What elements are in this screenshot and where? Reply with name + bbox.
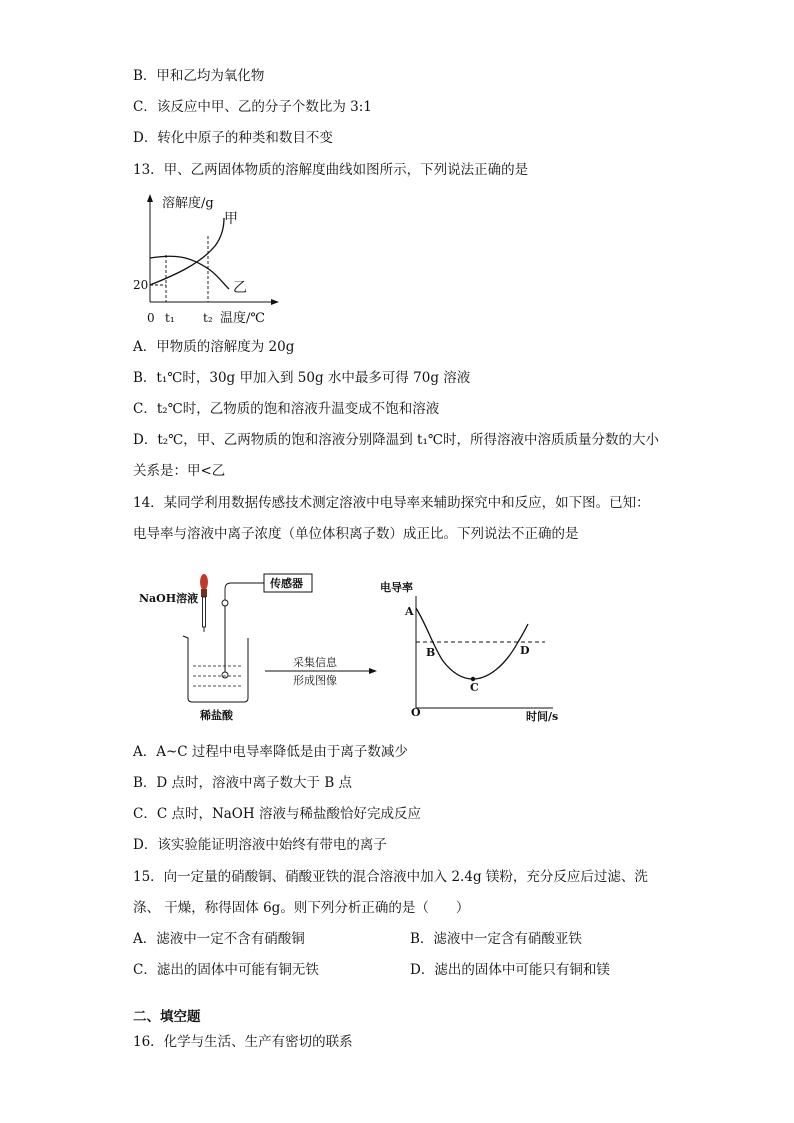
point-c-label: C xyxy=(470,681,479,694)
arrow-right-icon xyxy=(369,668,377,674)
sensor-label: 传感器 xyxy=(270,577,303,590)
y-axis-arrow-icon xyxy=(147,194,153,202)
q13-option-d-line2: 关系是：甲<乙 xyxy=(133,463,226,479)
naoh-label: NaOH溶液 xyxy=(139,592,199,605)
q12-option-c: C．该反应中甲、乙的分子个数比为 3:1 xyxy=(133,99,372,115)
curve-yi xyxy=(150,256,229,289)
q13-option-b: B．t₁℃时，30g 甲加入到 50g 水中最多可得 70g 溶液 xyxy=(133,370,471,386)
curve-label-jia: 甲 xyxy=(224,211,238,227)
q14-option-d: D．该实验能证明溶液中始终有带电的离子 xyxy=(133,837,387,853)
q15-stem-line1: 15．向一定量的硝酸铜、硝酸亚铁的混合溶液中加入 2.4g 镁粉，充分反应后过滤、洗 xyxy=(133,869,648,885)
y-axis-label: 溶解度/g xyxy=(162,196,214,211)
q13-stem: 13．甲、乙两固体物质的溶解度曲线如图所示，下列说法正确的是 xyxy=(133,162,529,178)
conductivity-curve xyxy=(416,608,528,679)
collect-label-1: 采集信息 xyxy=(293,656,337,669)
q14-option-c: C．C 点时，NaOH 溶液与稀盐酸恰好完成反应 xyxy=(133,806,421,822)
conductivity-axis-label: 电导率 xyxy=(380,581,413,594)
collect-label-2: 形成图像 xyxy=(293,674,337,687)
tick-label-20: 20 xyxy=(133,278,149,292)
q12-option-b: B．甲和乙均为氧化物 xyxy=(133,68,265,84)
q15-stem-line2: 涤、 干燥，称得固体 6g。则下列分析正确的是（ ） xyxy=(133,900,470,916)
q15-option-a: A．滤液中一定不含有硝酸铜 xyxy=(133,931,305,947)
q15-option-b: B．滤液中一定含有硝酸亚铁 xyxy=(410,931,582,947)
q13-option-c: C．t₂℃时，乙物质的饱和溶液升温变成不饱和溶液 xyxy=(133,401,440,417)
x-axis-label: 温度/℃ xyxy=(220,311,265,326)
section-title: 二、填空题 xyxy=(133,1009,201,1025)
point-d-label: D xyxy=(520,644,530,657)
q12-option-d: D．转化中原子的种类和数目不变 xyxy=(133,130,333,146)
q15-option-c: C．滤出的固体中可能有铜无铁 xyxy=(133,962,319,978)
beaker-icon xyxy=(183,636,248,702)
origin-label: 0 xyxy=(147,311,155,325)
solubility-curve-figure xyxy=(125,188,285,330)
hcl-label: 稀盐酸 xyxy=(200,709,233,722)
q13-option-a: A．甲物质的溶解度为 20g xyxy=(133,339,295,355)
q14-stem-line1: 14．某同学利用数据传感技术测定溶液中电导率来辅助探究中和反应，如下图。已知： xyxy=(133,495,650,511)
q14-option-a: A．A~C 过程中电导率降低是由于离子数减少 xyxy=(133,744,408,760)
q14-option-b: B．D 点时，溶液中离子数大于 B 点 xyxy=(133,775,353,791)
tick-label-t1: t₁ xyxy=(165,311,175,325)
x-axis-arrow-icon xyxy=(271,299,279,305)
graph-origin-label: O xyxy=(411,706,421,719)
probe-tip-icon xyxy=(222,672,228,678)
dropper-icon xyxy=(200,574,208,632)
q16-stem: 16．化学与生活、生产有密切的联系 xyxy=(133,1034,353,1050)
time-axis-label: 时间/s xyxy=(526,710,559,723)
tick-label-t2: t₂ xyxy=(203,311,213,325)
curve-label-yi: 乙 xyxy=(233,280,247,296)
curve-jia xyxy=(150,218,224,285)
point-b-label: B xyxy=(426,646,436,659)
q15-option-d: D．滤出的固体中可能只有铜和镁 xyxy=(410,962,610,978)
q14-stem-line2: 电导率与溶液中离子浓度（单位体积离子数）成正比。下列说法不正确的是 xyxy=(133,526,579,542)
probe-top-icon xyxy=(222,600,228,606)
point-a-label: A xyxy=(405,605,414,618)
conductivity-experiment-figure xyxy=(133,566,563,726)
q13-option-d-line1: D．t₂℃，甲、乙两物质的饱和溶液分别降温到 t₁℃时，所得溶液中溶质质量分数的大小 xyxy=(133,432,659,448)
